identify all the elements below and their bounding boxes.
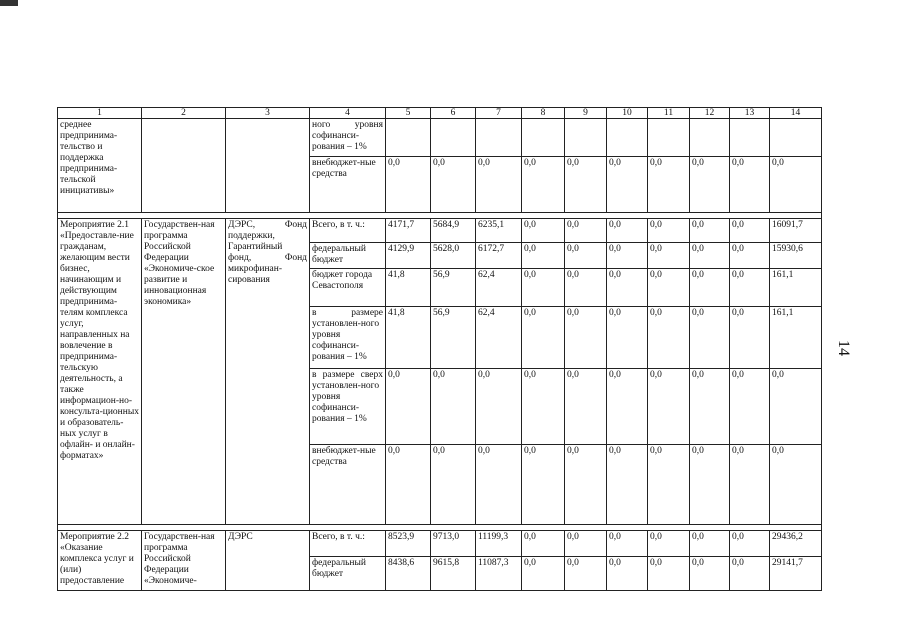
total-cell: 0,0: [770, 369, 822, 445]
source-cell: внебюджет-ные средства: [310, 157, 386, 213]
value-cell: 0,0: [648, 157, 690, 213]
value-cell: [522, 119, 565, 157]
value-cell: 62,4: [476, 269, 522, 307]
executor-cell: ДЭРС: [226, 531, 310, 591]
total-cell: 29141,7: [770, 557, 822, 591]
source-cell: Всего, в т. ч.:: [310, 531, 386, 557]
executor-cell: [226, 119, 310, 213]
value-cell: 11087,3: [476, 557, 522, 591]
value-cell: 0,0: [522, 531, 565, 557]
value-cell: 56,9: [431, 269, 476, 307]
value-cell: 0,0: [386, 157, 431, 213]
source-cell: в размере установлен-ного уровня софинанси-рования – 1%: [310, 307, 386, 369]
total-cell: 161,1: [770, 307, 822, 369]
value-cell: 0,0: [607, 157, 648, 213]
value-cell: 0,0: [690, 307, 730, 369]
value-cell: [565, 119, 607, 157]
total-cell: 161,1: [770, 269, 822, 307]
value-cell: 0,0: [607, 531, 648, 557]
source-cell: бюджет города Севастополя: [310, 269, 386, 307]
value-cell: 0,0: [607, 243, 648, 269]
column-header: 11: [648, 108, 690, 119]
table-row: [58, 219, 822, 243]
column-header: 4: [310, 108, 386, 119]
value-cell: 0,0: [565, 307, 607, 369]
value-cell: 0,0: [690, 531, 730, 557]
value-cell: 0,0: [730, 157, 770, 213]
value-cell: 0,0: [565, 369, 607, 445]
value-cell: 62,4: [476, 307, 522, 369]
value-cell: 0,0: [607, 219, 648, 243]
value-cell: 0,0: [648, 243, 690, 269]
program-cell: Государствен-ная программа Российской Федерации «Экономиче-ское развитие и инновационная экономика»: [142, 219, 226, 525]
total-cell: [770, 119, 822, 157]
value-cell: 0,0: [522, 445, 565, 525]
value-cell: 11199,3: [476, 531, 522, 557]
funding-table: [57, 107, 822, 591]
column-header: 13: [730, 108, 770, 119]
total-cell: 0,0: [770, 157, 822, 213]
value-cell: 0,0: [730, 243, 770, 269]
value-cell: 0,0: [690, 219, 730, 243]
value-cell: 41,8: [386, 307, 431, 369]
source-cell: федеральный бюджет: [310, 557, 386, 591]
value-cell: 4171,7: [386, 219, 431, 243]
value-cell: [730, 119, 770, 157]
value-cell: 0,0: [565, 157, 607, 213]
value-cell: 8438,6: [386, 557, 431, 591]
program-cell: Государствен-ная программа Российской Федерации «Экономиче-: [142, 531, 226, 591]
value-cell: [431, 119, 476, 157]
value-cell: 0,0: [522, 157, 565, 213]
activity-cell: Мероприятие 2.1 «Предоставле-ние гражданам, желающим вести бизнес, начинающим и действующим предпринима-телям комплекса услуг, направленных на вовлечение в предпринима-тельскую деятельность, а также информацион-но-консульта-ционных и образователь-ных услуг в офлайн- и онлайн-форматах»: [58, 219, 142, 525]
total-cell: 15930,6: [770, 243, 822, 269]
value-cell: 0,0: [607, 557, 648, 591]
scan-corner-mark: [0, 0, 18, 6]
program-cell: [142, 119, 226, 213]
value-cell: 0,0: [648, 557, 690, 591]
column-header: 6: [431, 108, 476, 119]
value-cell: 0,0: [690, 557, 730, 591]
activity-cell: Мероприятие 2.2 «Оказание комплекса услуг и (или) предоставление: [58, 531, 142, 591]
value-cell: 0,0: [690, 369, 730, 445]
value-cell: 0,0: [648, 369, 690, 445]
source-cell: Всего, в т. ч.:: [310, 219, 386, 243]
column-header: 5: [386, 108, 431, 119]
value-cell: 6235,1: [476, 219, 522, 243]
total-cell: 0,0: [770, 445, 822, 525]
source-cell: внебюджет-ные средства: [310, 445, 386, 525]
value-cell: 0,0: [522, 307, 565, 369]
column-header: 7: [476, 108, 522, 119]
column-header: 3: [226, 108, 310, 119]
value-cell: 0,0: [522, 369, 565, 445]
value-cell: 0,0: [476, 157, 522, 213]
value-cell: 0,0: [730, 445, 770, 525]
value-cell: 0,0: [565, 243, 607, 269]
table-row: [58, 119, 822, 157]
value-cell: [386, 119, 431, 157]
value-cell: 0,0: [690, 445, 730, 525]
value-cell: [476, 119, 522, 157]
value-cell: 0,0: [730, 557, 770, 591]
value-cell: 0,0: [730, 307, 770, 369]
value-cell: [607, 119, 648, 157]
value-cell: 0,0: [648, 307, 690, 369]
column-header: 10: [607, 108, 648, 119]
value-cell: 0,0: [648, 269, 690, 307]
value-cell: 0,0: [476, 369, 522, 445]
value-cell: 5628,0: [431, 243, 476, 269]
column-number-row: [58, 108, 822, 119]
value-cell: 0,0: [607, 307, 648, 369]
value-cell: 0,0: [730, 269, 770, 307]
value-cell: 0,0: [690, 243, 730, 269]
value-cell: 0,0: [648, 219, 690, 243]
value-cell: 5684,9: [431, 219, 476, 243]
column-header: 14: [770, 108, 822, 119]
value-cell: 0,0: [431, 369, 476, 445]
value-cell: 0,0: [607, 445, 648, 525]
value-cell: [648, 119, 690, 157]
value-cell: 0,0: [690, 269, 730, 307]
total-cell: 16091,7: [770, 219, 822, 243]
value-cell: 0,0: [565, 557, 607, 591]
activity-cell: среднее предпринима-тельство и поддержка предпринима-тельской инициативы»: [58, 119, 142, 213]
value-cell: 0,0: [730, 219, 770, 243]
source-cell: ного уровня софинанси-рования – 1%: [310, 119, 386, 157]
column-header: 8: [522, 108, 565, 119]
value-cell: 0,0: [730, 531, 770, 557]
source-cell: федеральный бюджет: [310, 243, 386, 269]
value-cell: 0,0: [690, 157, 730, 213]
value-cell: 0,0: [522, 269, 565, 307]
value-cell: 0,0: [476, 445, 522, 525]
column-header: 12: [690, 108, 730, 119]
value-cell: 0,0: [386, 369, 431, 445]
value-cell: 0,0: [565, 269, 607, 307]
value-cell: 56,9: [431, 307, 476, 369]
value-cell: 0,0: [565, 445, 607, 525]
value-cell: 0,0: [607, 369, 648, 445]
column-header: 2: [142, 108, 226, 119]
value-cell: 0,0: [565, 531, 607, 557]
value-cell: 0,0: [648, 445, 690, 525]
value-cell: 0,0: [522, 557, 565, 591]
value-cell: 0,0: [522, 243, 565, 269]
source-cell: в размере сверх установлен-ного уровня софинанси-рования – 1%: [310, 369, 386, 445]
value-cell: 8523,9: [386, 531, 431, 557]
value-cell: 0,0: [522, 219, 565, 243]
value-cell: 41,8: [386, 269, 431, 307]
total-cell: 29436,2: [770, 531, 822, 557]
page-number: 14: [835, 340, 852, 356]
column-header: 1: [58, 108, 142, 119]
value-cell: 0,0: [565, 219, 607, 243]
value-cell: 4129,9: [386, 243, 431, 269]
value-cell: 0,0: [730, 369, 770, 445]
column-header: 9: [565, 108, 607, 119]
value-cell: 9713,0: [431, 531, 476, 557]
value-cell: [690, 119, 730, 157]
value-cell: 6172,7: [476, 243, 522, 269]
executor-cell: ДЭРС, Фонд поддержки, Гарантийный фонд, Фонд микрофинан-сирования: [226, 219, 310, 525]
value-cell: 0,0: [648, 531, 690, 557]
table-row: [58, 531, 822, 557]
value-cell: 0,0: [431, 445, 476, 525]
value-cell: 9615,8: [431, 557, 476, 591]
value-cell: 0,0: [386, 445, 431, 525]
value-cell: 0,0: [607, 269, 648, 307]
value-cell: 0,0: [431, 157, 476, 213]
